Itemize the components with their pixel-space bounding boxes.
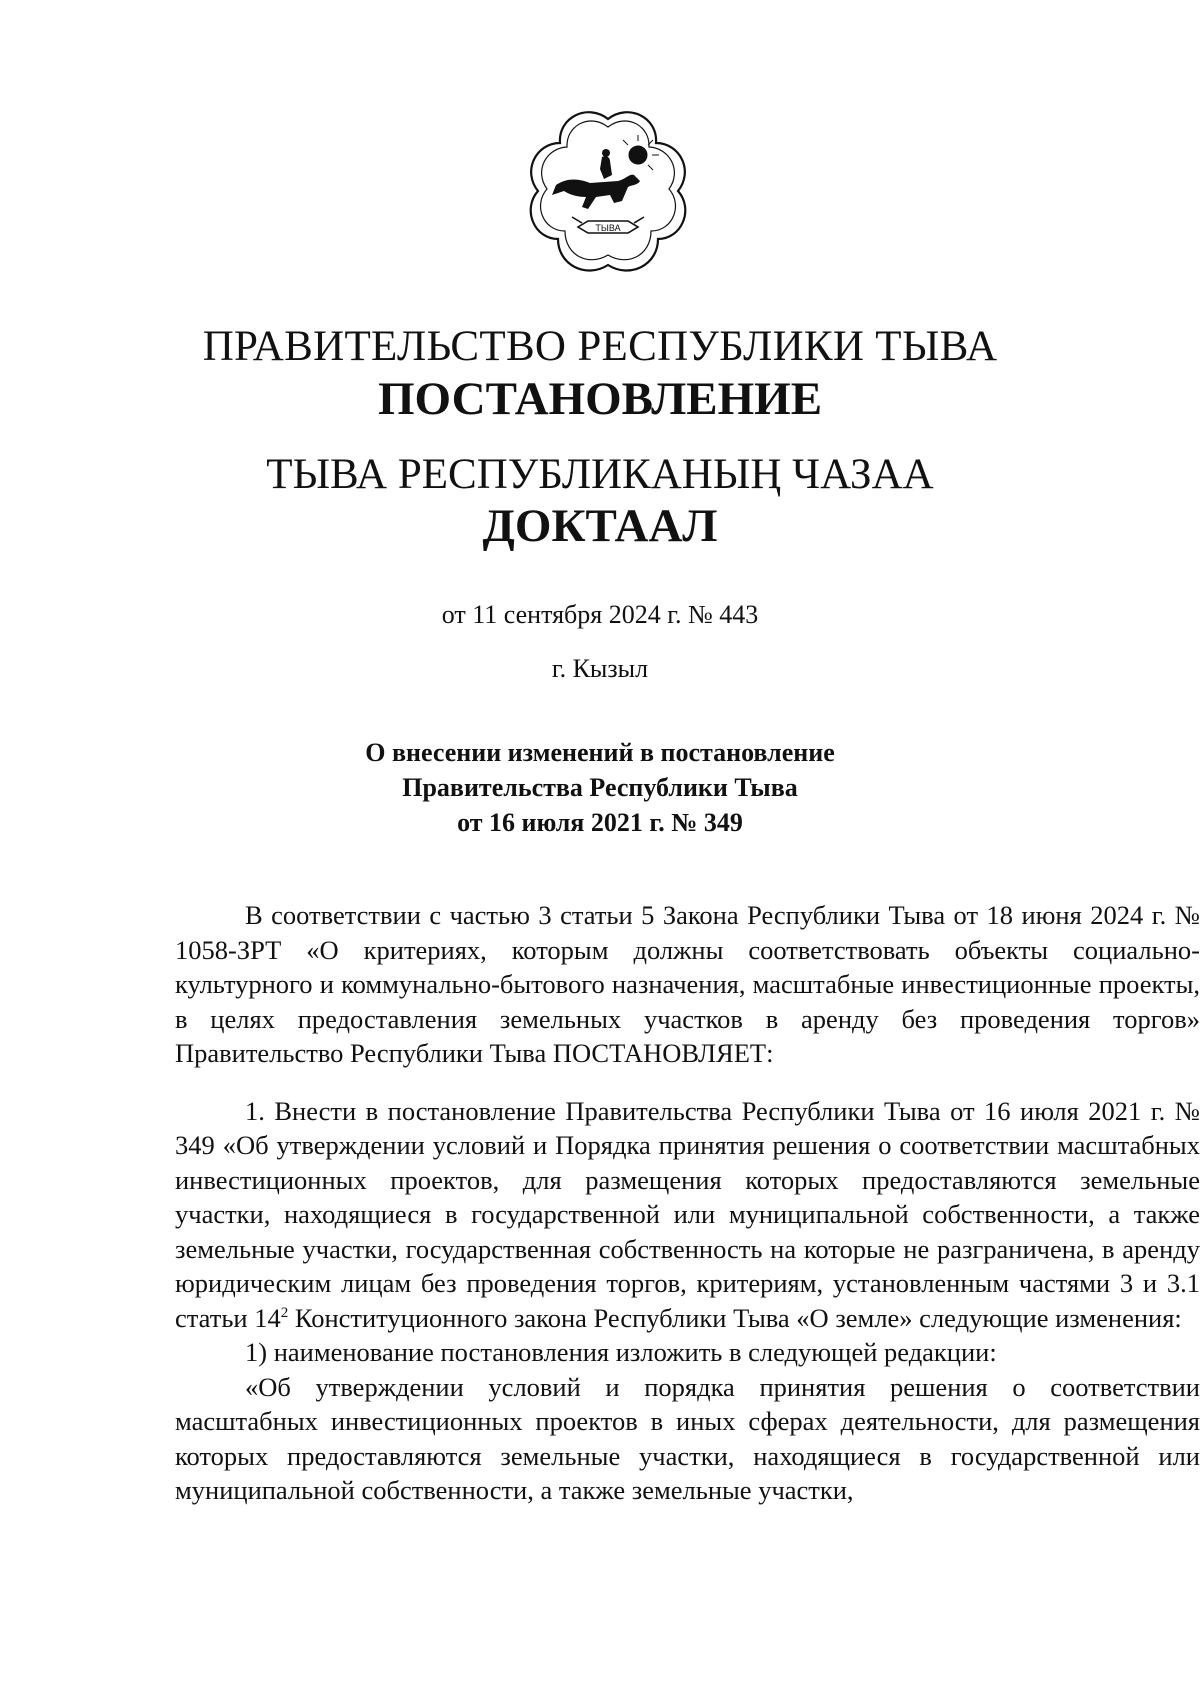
government-title: ПРАВИТЕЛЬСТВО РЕСПУБЛИКИ ТЫВА xyxy=(202,323,998,370)
document-type: ПОСТАНОВЛЕНИЕ xyxy=(377,373,823,425)
document-city: г. Кызыл xyxy=(551,654,649,683)
subject-line: от 16 июля 2021 г. № 349 xyxy=(457,808,743,837)
government-title-tyvan: ТЫВА РЕСПУБЛИКАНЫҢ ЧАЗАА xyxy=(266,451,934,498)
quote-paragraph: «Об утверждении условий и порядка принятия решения о соответствии масштабных инвестиционных проектов в иных сферах деятельности, для размещения которых предоставляются земельные участки, находящиеся в государственной или муниципальной собственности, а также земельные участки, xyxy=(175,1371,1200,1505)
item-1-paragraph xyxy=(175,1094,1200,1336)
emblem-icon xyxy=(518,105,698,285)
subject-line: Правительства Республики Тыва xyxy=(402,773,798,802)
subject-line: О внесении изменений в постановление xyxy=(365,738,835,767)
emblem-label: ТЫВА xyxy=(595,223,621,233)
item-1-1-paragraph: 1) наименование постановления изложить в следующей редакции: xyxy=(245,1337,997,1367)
item-1-text: 1. Внести в постановление Правительства Республики Тыва от 16 июля 2021 г. № 349 «Об утверждении условий и Порядка принятия решения о соответствии масштабных инвестиционных проектов, для размещения которых предоставляются земельные участки, находящиеся в государственной или муниципальной собственности, а также земельные участки, государственная собственность на которые не разграничена, в аренду юридическим лицам без проведения торгов, критериям, установленным частями 3 и 3.1 статьи 14 xyxy=(175,1095,1200,1333)
document-subject xyxy=(0,735,1200,840)
preamble-paragraph: В соответствии с частью 3 статьи 5 Закона Республики Тыва от 18 июня 2024 г. № 1058-ЗРТ «О критериях, которым должны соответствовать объекты социально-культурного и коммунально-бытового назначения, масштабные инвестиционные проекты, в целях предоставления земельных участков в аренду без проведения торгов» Правительство Республики Тыва ПОСТАНОВЛЯЕТ: xyxy=(175,900,1200,1068)
item-1-text-end: Конституционного закона Республики Тыва «О земле» следующие изменения: xyxy=(288,1302,1182,1333)
document-type-tyvan: ДОКТААЛ xyxy=(482,500,718,552)
item-1-superscript: 2 xyxy=(280,1304,289,1321)
document-body xyxy=(175,898,1200,1508)
document-date-number: от 11 сентября 2024 г. № 443 xyxy=(441,600,759,629)
